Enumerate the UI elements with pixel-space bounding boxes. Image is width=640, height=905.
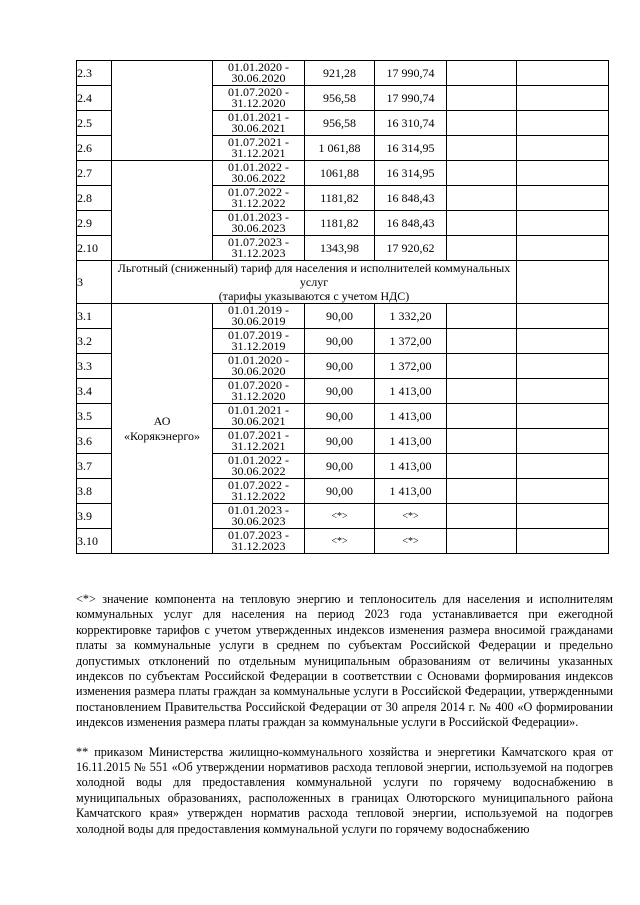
period-cell [213,404,305,429]
empty-cell [447,161,517,186]
empty-cell [447,61,517,86]
period-cell [213,479,305,504]
period-start: 01.07.2023 - [228,528,289,542]
period-start: 01.01.2021 - [228,403,289,417]
period-start: 01.07.2023 - [228,235,289,249]
period-end: 31.12.2019 [231,339,286,353]
row-number: 3.5 [77,404,112,429]
empty-cell [447,429,517,454]
tariff-value-2: 1 332,20 [375,304,447,329]
period-end: 31.12.2022 [231,196,286,210]
footnote-star: <*> значение компонента на тепловую энергию и теплоноситель для населения и исполнителям коммунальных услуг для населения на период 2023 года устанавливается при ежегодной корректировке тарифов с учетом утвержденных индексов изменения размера вносимой гражданами платы за коммунальные услуги в среднем по субъектам Российской Федерации и предельно допустимых отклонений по отдельным муниципальным образованиям от величины указанных индексов по субъектам Российской Федерации в соответствии с Основами формирования индексов изменения размера платы граждан за коммунальные услуги в Российской Федерации, утвержденными постановлением Правительства Российской Федерации от 30 апреля 2014 г. № 400 «О формировании индексов изменения размера платы граждан за коммунальные услуги в Российской Федерации». [76,592,613,730]
row-number: 3 [77,261,112,304]
tariff-value-2: 17 990,74 [375,61,447,86]
tariff-value-2: 1 413,00 [375,404,447,429]
period-cell [213,186,305,211]
empty-cell [517,236,609,261]
tariff-value-1: <*> [305,529,375,554]
tariff-value-1: <*> [305,504,375,529]
empty-cell [517,529,609,554]
row-number: 3.9 [77,504,112,529]
row-number: 2.10 [77,236,112,261]
row-number: 2.5 [77,111,112,136]
empty-cell [517,86,609,111]
empty-cell [447,304,517,329]
footnote-double-star: ** приказом Министерства жилищно-коммунального хозяйства и энергетики Камчатского края от 16.11.2015 № 551 «Об утверждении нормативов расхода тепловой энергии, используемой на подогрев холодной воды для предоставления коммунальной услуги по горячему водоснабжению в муниципальных образованиях, расположенных в границах Олюторского муниципального района Камчатского края» утвержден норматив расхода тепловой энергии, используемой на подогрев холодной воды для предоставления коммунальной услуги по горячему водоснабжению [76,744,613,836]
tariff-table [76,60,609,554]
period-end: 31.12.2020 [231,389,286,403]
period-end: 30.06.2023 [231,221,286,235]
empty-cell [447,404,517,429]
tariff-value-1: 1061,88 [305,161,375,186]
period-start: 01.01.2020 - [228,353,289,367]
period-end: 30.06.2021 [231,414,286,428]
row-number: 2.8 [77,186,112,211]
empty-cell [517,211,609,236]
period-end: 30.06.2022 [231,171,286,185]
empty-cell [447,354,517,379]
tariff-value-1: 1343,98 [305,236,375,261]
period-start: 01.01.2023 - [228,503,289,517]
tariff-value-1: 90,00 [305,304,375,329]
period-start: 01.01.2020 - [228,60,289,74]
tariff-value-1: 90,00 [305,329,375,354]
table-row [77,161,609,186]
period-end: 31.12.2021 [231,439,286,453]
empty-cell [517,504,609,529]
row-number: 3.2 [77,329,112,354]
row-number: 3.10 [77,529,112,554]
empty-cell [517,136,609,161]
period-start: 01.07.2022 - [228,478,289,492]
tariff-value-2: <*> [375,504,447,529]
table-row [77,304,609,329]
period-cell [213,354,305,379]
period-start: 01.07.2022 - [228,185,289,199]
section-3-title-line2: (тарифы указываются с учетом НДС) [218,289,410,303]
empty-cell [447,111,517,136]
period-start: 01.01.2022 - [228,160,289,174]
period-start: 01.07.2020 - [228,378,289,392]
organization-cell [112,304,213,554]
tariff-value-2: 16 848,43 [375,186,447,211]
period-cell [213,429,305,454]
period-end: 31.12.2023 [231,539,286,553]
tariff-value-1: 90,00 [305,479,375,504]
tariff-value-2: 17 990,74 [375,86,447,111]
empty-cell [447,211,517,236]
empty-cell [517,329,609,354]
row-number: 3.6 [77,429,112,454]
period-start: 01.07.2019 - [228,328,289,342]
footnotes [76,592,613,837]
tariff-value-1: 1181,82 [305,186,375,211]
tariff-value-2: 16 310,74 [375,111,447,136]
empty-cell [517,261,609,304]
tariff-rows-2-3-to-2-6 [77,61,609,161]
period-start: 01.01.2019 - [228,303,289,317]
tariff-value-2: 1 413,00 [375,429,447,454]
empty-cell [517,479,609,504]
empty-cell [447,479,517,504]
empty-cell [447,136,517,161]
period-start: 01.01.2023 - [228,210,289,224]
tariff-value-1: 1 061,88 [305,136,375,161]
period-end: 30.06.2021 [231,121,286,135]
row-number: 3.1 [77,304,112,329]
empty-cell [447,86,517,111]
tariff-value-1: 956,58 [305,86,375,111]
empty-cell [517,304,609,329]
row-number: 3.8 [77,479,112,504]
tariff-value-1: 90,00 [305,379,375,404]
period-cell [213,161,305,186]
row-number: 2.4 [77,86,112,111]
row-number: 2.9 [77,211,112,236]
row-number: 2.7 [77,161,112,186]
tariff-value-1: 921,28 [305,61,375,86]
period-end: 30.06.2019 [231,314,286,328]
organization-name: «Корякэнерго» [123,428,201,443]
row-number: 2.3 [77,61,112,86]
period-cell [213,211,305,236]
period-end: 31.12.2023 [231,246,286,260]
tariff-value-2: 1 413,00 [375,479,447,504]
empty-cell [517,354,609,379]
table-row [77,261,609,304]
period-cell [213,329,305,354]
empty-cell [447,529,517,554]
tariff-value-1: 90,00 [305,454,375,479]
period-start: 01.07.2021 - [228,428,289,442]
period-cell [213,86,305,111]
organization-cell-empty [112,61,213,161]
period-start: 01.01.2022 - [228,453,289,467]
period-cell [213,61,305,86]
tariff-value-2: 1 372,00 [375,354,447,379]
tariff-value-2: 16 314,95 [375,161,447,186]
period-end: 31.12.2020 [231,96,286,110]
period-cell [213,236,305,261]
tariff-value-1: 90,00 [305,354,375,379]
period-cell [213,136,305,161]
empty-cell [517,379,609,404]
empty-cell [447,236,517,261]
period-end: 31.12.2022 [231,489,286,503]
tariff-value-2: 1 413,00 [375,379,447,404]
tariff-value-1: 1181,82 [305,211,375,236]
tariff-value-2: <*> [375,529,447,554]
tariff-value-2: 1 372,00 [375,329,447,354]
tariff-value-1: 90,00 [305,429,375,454]
empty-cell [447,379,517,404]
empty-cell [517,111,609,136]
row-number: 3.7 [77,454,112,479]
empty-cell [517,61,609,86]
tariff-value-2: 16 314,95 [375,136,447,161]
empty-cell [447,504,517,529]
row-number: 3.4 [77,379,112,404]
empty-cell [517,429,609,454]
period-start: 01.01.2021 - [228,110,289,124]
tariff-value-2: 17 920,62 [375,236,447,261]
row-number: 3.3 [77,354,112,379]
period-start: 01.07.2021 - [228,135,289,149]
period-cell [213,304,305,329]
table-row [77,61,609,86]
period-end: 30.06.2023 [231,514,286,528]
tariff-value-2: 1 413,00 [375,454,447,479]
tariff-rows-2-7-to-2-10 [77,161,609,261]
empty-cell [447,329,517,354]
period-cell [213,111,305,136]
section-3-title [112,261,517,304]
tariff-rows-3-1-to-3-10 [77,304,609,554]
empty-cell [447,186,517,211]
section-3-header [77,261,609,304]
row-number: 2.6 [77,136,112,161]
period-cell [213,379,305,404]
tariff-value-1: 956,58 [305,111,375,136]
tariff-value-2: 16 848,43 [375,211,447,236]
section-3-title-line1: Льготный (сниженный) тариф для населения и исполнителей коммунальных услуг [117,261,511,289]
period-end: 30.06.2022 [231,464,286,478]
empty-cell [517,161,609,186]
period-end: 30.06.2020 [231,364,286,378]
empty-cell [517,404,609,429]
organization-type: АО [153,413,171,428]
period-cell [213,504,305,529]
empty-cell [517,454,609,479]
period-start: 01.07.2020 - [228,85,289,99]
organization-cell-empty [112,161,213,261]
period-cell [213,529,305,554]
tariff-value-1: 90,00 [305,404,375,429]
period-end: 30.06.2020 [231,71,286,85]
period-end: 31.12.2021 [231,146,286,160]
period-cell [213,454,305,479]
empty-cell [517,186,609,211]
empty-cell [447,454,517,479]
